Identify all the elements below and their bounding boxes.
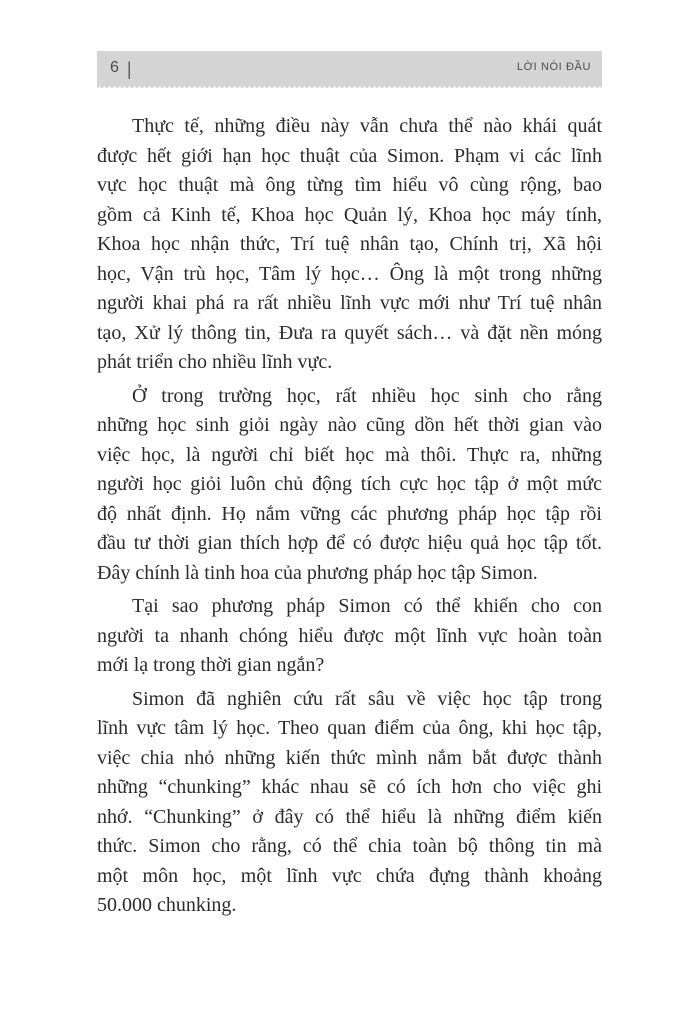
text-line: phát triển cho nhiều lĩnh vực. [97, 351, 333, 373]
text-line: việc học, là người chỉ biết học mà thôi. Thực ra, những [97, 443, 602, 466]
text-line: Simon đã nghiên cứu rất sâu về việc học tập trong [132, 687, 602, 710]
text-line: người ta nhanh chóng hiểu được một lĩnh vực hoàn toàn [97, 624, 602, 647]
text-line: gồm cả Kinh tế, Khoa học Quản lý, Khoa học máy tính, [97, 203, 602, 226]
text-line: tạo, Xử lý thông tin, Đưa ra quyết sách… và đặt nền móng [97, 321, 602, 344]
body-text [97, 112, 602, 921]
paragraph [97, 592, 602, 681]
text-line: độ nhất định. Họ nắm vững các phương pháp học tập rồi [97, 502, 602, 525]
text-line: người học giỏi luôn chủ động tích cực học tập ở một mức [97, 473, 602, 495]
text-line: những “chunking” khác nhau sẽ có ích hơn cho việc ghi [97, 776, 602, 798]
header-bar [97, 51, 602, 84]
paragraph [97, 112, 602, 378]
text-line: Tại sao phương pháp Simon có thể khiến cho con [132, 595, 602, 617]
text-line: thức. Simon cho rằng, có thể chia toàn bộ thông tin mà [97, 835, 602, 857]
text-line: việc chia nhỏ những kiến thức mình nắm bắt được thành [97, 746, 602, 769]
text-line: mới lạ trong thời gian ngắn? [97, 654, 325, 676]
text-line: Thực tế, những điều này vẫn chưa thể nào khái quát [132, 115, 602, 137]
text-line: đầu tư thời gian thích hợp để có được hiệu quả học tập tốt. [97, 532, 602, 554]
header-left [110, 59, 132, 77]
text-line: người khai phá ra rất nhiều lĩnh vực mới như Trí tuệ nhân [97, 292, 602, 314]
page-number-separator: | [126, 58, 132, 79]
text-line: những học sinh giỏi ngày nào cũng dồn hết thời gian vào [97, 414, 602, 436]
text-line: học, Vận trù học, Tâm lý học… Ông là một trong những [97, 262, 602, 285]
text-line: vực học thuật mà ông từng tìm hiểu vô cùng rộng, bao [97, 174, 602, 196]
running-head-title: LỜI NÓI ĐẦU [516, 61, 591, 73]
page-number: 6 [110, 58, 119, 76]
text-line: được hết giới hạn học thuật của Simon. Phạm vi các lĩnh [97, 144, 602, 167]
text-line: một môn học, một lĩnh vực chứa đựng thành khoảng [97, 864, 602, 887]
text-line: lĩnh vực tâm lý học. Theo quan điểm của ông, khi học tập, [97, 717, 602, 739]
text-line: Khoa học nhận thức, Trí tuệ nhân tạo, Chính trị, Xã hội [97, 233, 602, 255]
paragraph [97, 685, 602, 921]
text-line: Ở trong trường học, rất nhiều học sinh cho rằng [132, 384, 602, 407]
text-line: Đây chính là tinh hoa của phương pháp học tập Simon. [97, 561, 538, 584]
text-line: 50.000 chunking. [97, 894, 237, 916]
text-line: nhớ. “Chunking” ở đây có thể hiểu là những điểm kiến [97, 805, 602, 828]
paragraph [97, 382, 602, 589]
